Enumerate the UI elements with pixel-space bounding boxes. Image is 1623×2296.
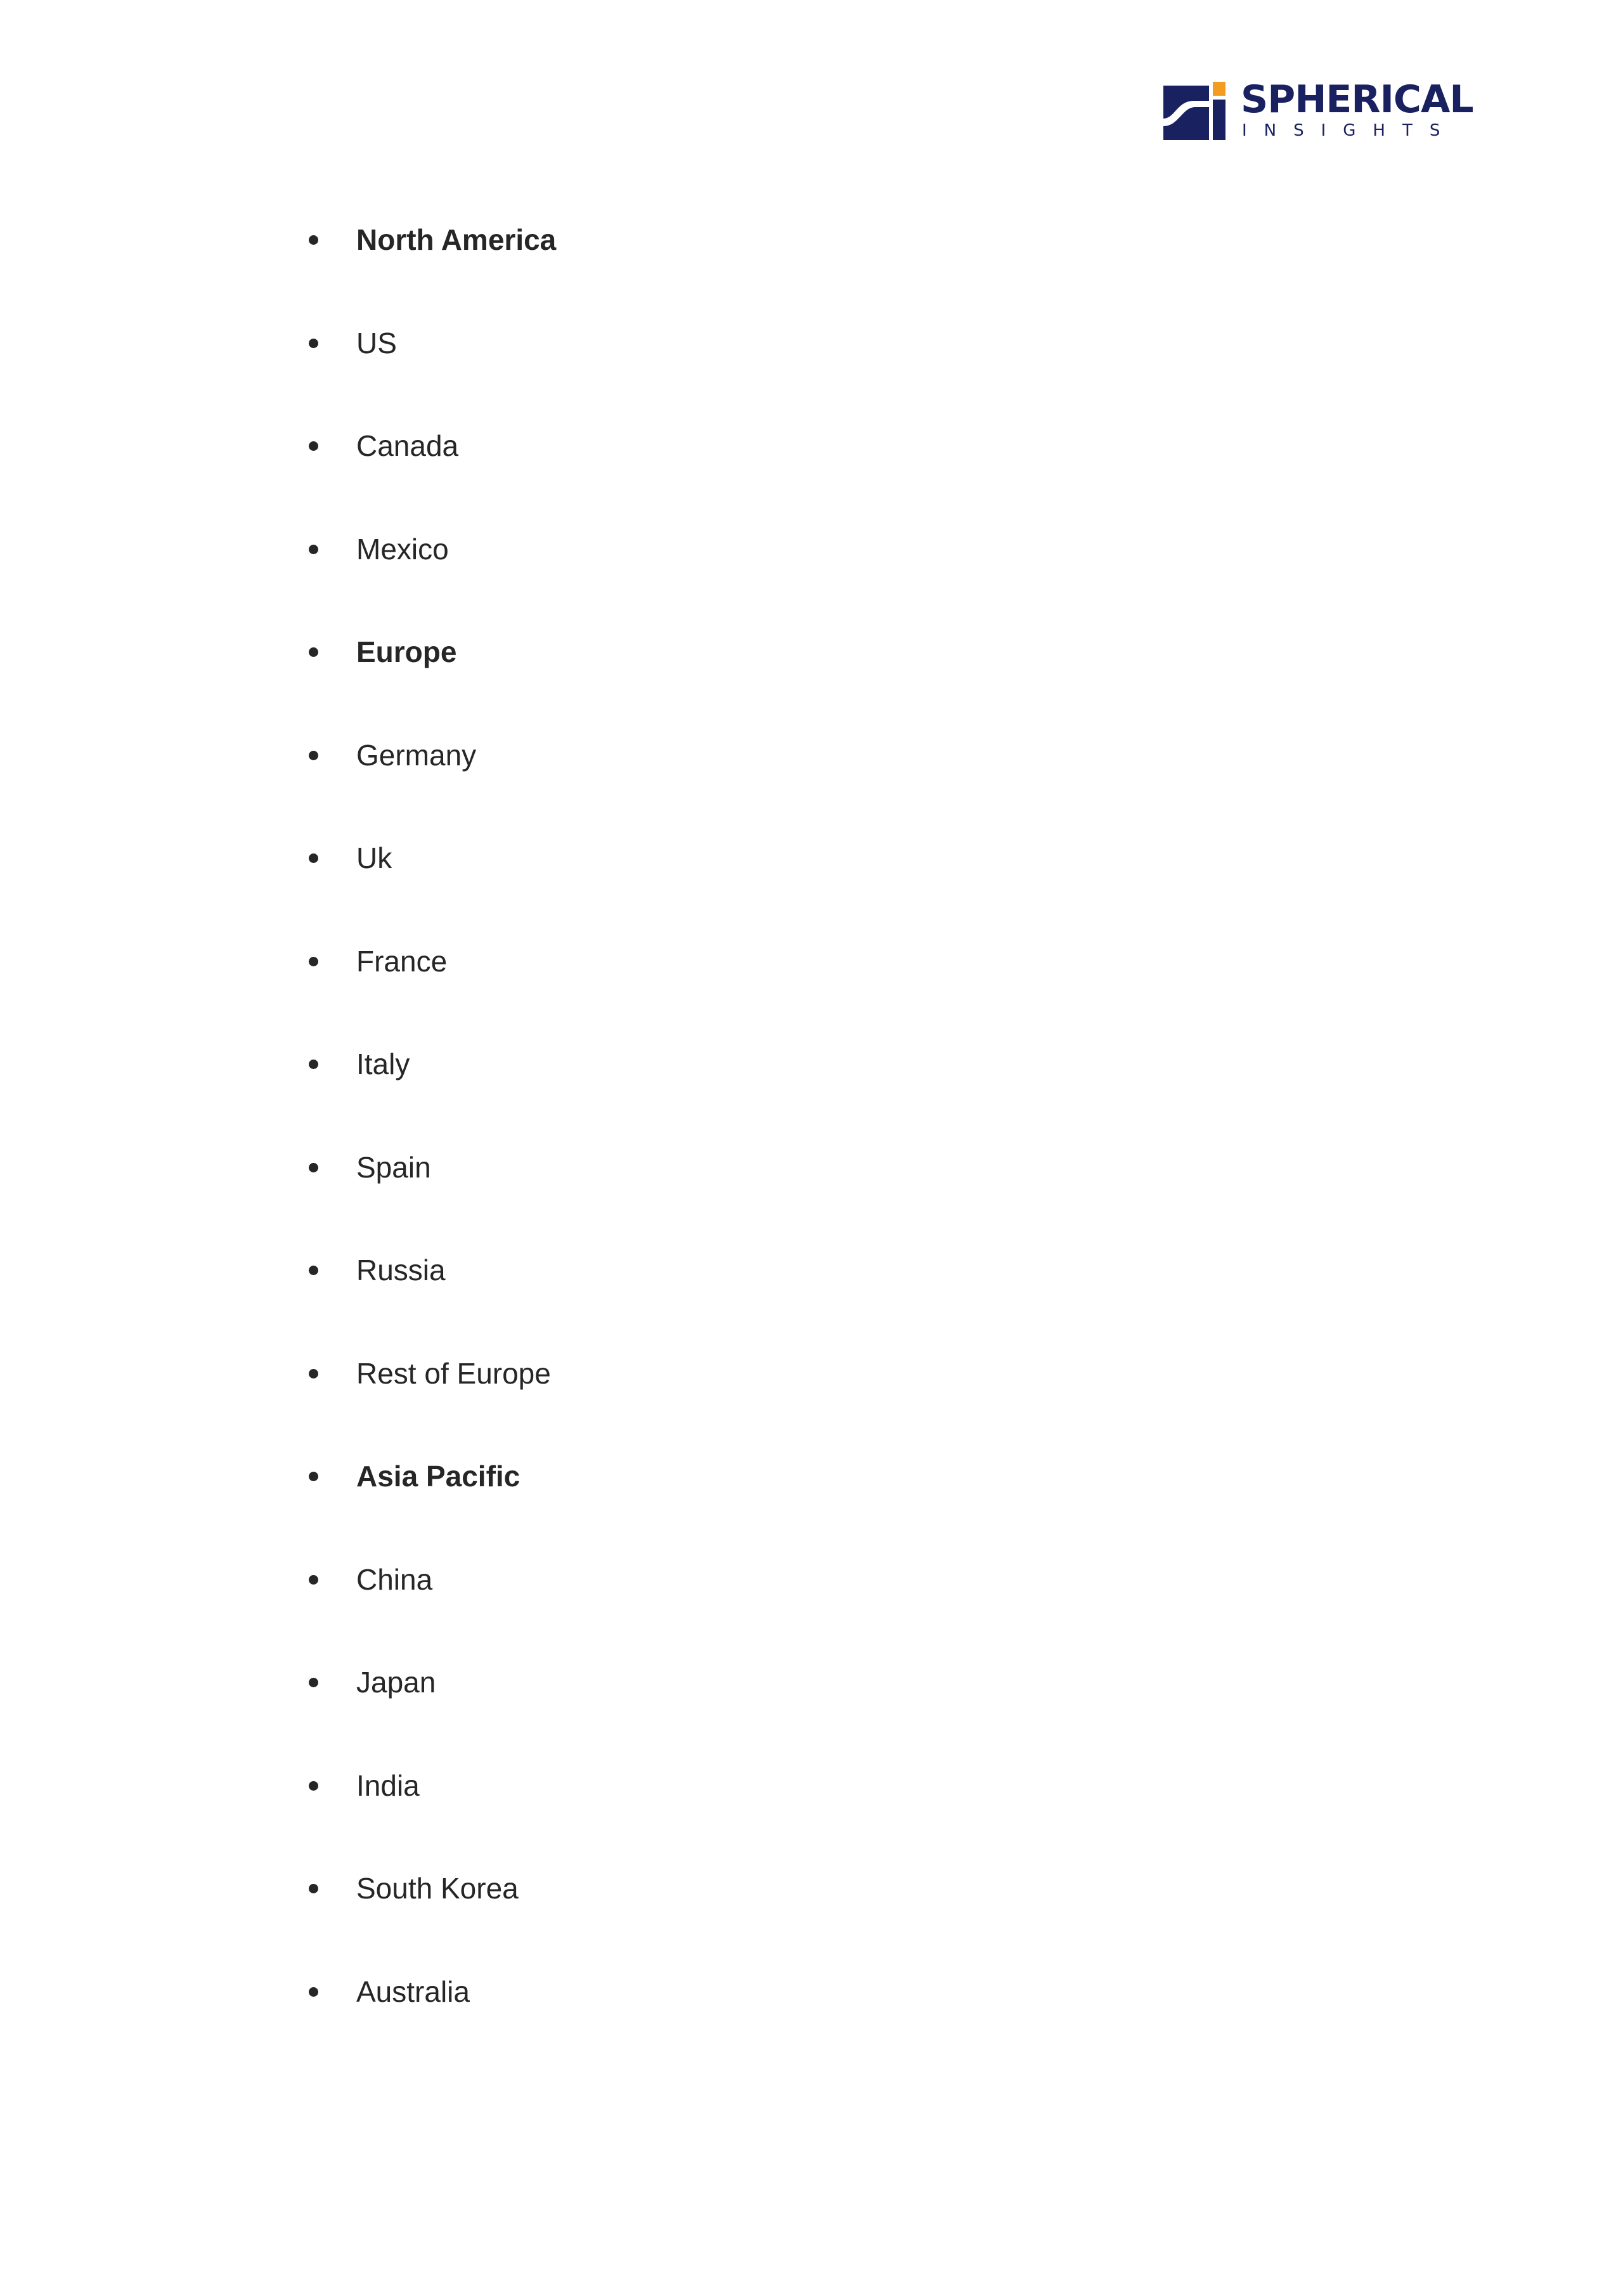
list-item	[0, 1039, 1623, 1142]
country-label: Germany	[356, 738, 477, 772]
list-item	[0, 1142, 1623, 1245]
country-label: Canada	[356, 429, 459, 462]
list-item	[0, 833, 1623, 936]
bullet-icon	[309, 441, 318, 451]
bullet-icon	[309, 339, 318, 348]
country-label: Spain	[356, 1150, 431, 1184]
list-item	[0, 318, 1623, 421]
region-heading-label: Asia Pacific	[356, 1460, 521, 1493]
list-item	[0, 1760, 1623, 1864]
list-item	[0, 1863, 1623, 1966]
list-item	[0, 1348, 1623, 1451]
country-label: India	[356, 1768, 420, 1802]
bullet-icon	[309, 545, 318, 554]
region-list	[0, 214, 1623, 2069]
region-heading-label: Europe	[356, 635, 457, 668]
bullet-icon	[309, 1163, 318, 1172]
bullet-icon	[309, 647, 318, 657]
region-heading-label: North America	[356, 223, 557, 256]
list-item	[0, 420, 1623, 524]
bullet-icon	[309, 1575, 318, 1585]
bullet-icon	[309, 1369, 318, 1378]
list-item	[0, 936, 1623, 1039]
country-label: Russia	[356, 1254, 446, 1287]
list-item	[0, 1554, 1623, 1657]
logo-wordmark: SPHERICAL	[1241, 77, 1473, 122]
bullet-icon	[309, 1060, 318, 1069]
country-label: China	[356, 1562, 433, 1596]
country-label: Uk	[356, 841, 392, 874]
logo-tagline: INSIGHTS	[1242, 121, 1458, 140]
list-item	[0, 730, 1623, 833]
country-label: Japan	[356, 1666, 436, 1699]
country-label: France	[356, 944, 448, 978]
list-item	[0, 524, 1623, 627]
country-label: Mexico	[356, 532, 449, 566]
bullet-icon	[309, 751, 318, 760]
country-label: South Korea	[356, 1872, 519, 1905]
country-label: Australia	[356, 1975, 470, 2008]
bullet-icon	[309, 1781, 318, 1791]
country-label: Italy	[356, 1047, 410, 1080]
list-item	[0, 1451, 1623, 1554]
bullet-icon	[309, 853, 318, 863]
country-label: Rest of Europe	[356, 1356, 551, 1390]
country-label: US	[356, 326, 397, 360]
list-item	[0, 1657, 1623, 1760]
bullet-icon	[309, 235, 318, 245]
spherical-insights-logo	[1163, 77, 1473, 143]
list-item	[0, 1966, 1623, 2070]
bullet-icon	[309, 1987, 318, 1997]
bullet-icon	[309, 1266, 318, 1275]
list-item	[0, 626, 1623, 730]
bullet-icon	[309, 1472, 318, 1481]
bullet-icon	[309, 1884, 318, 1893]
bullet-icon	[309, 1678, 318, 1687]
bullet-icon	[309, 957, 318, 966]
list-item	[0, 214, 1623, 318]
list-item	[0, 1245, 1623, 1348]
logo-mark-icon	[1163, 82, 1227, 140]
